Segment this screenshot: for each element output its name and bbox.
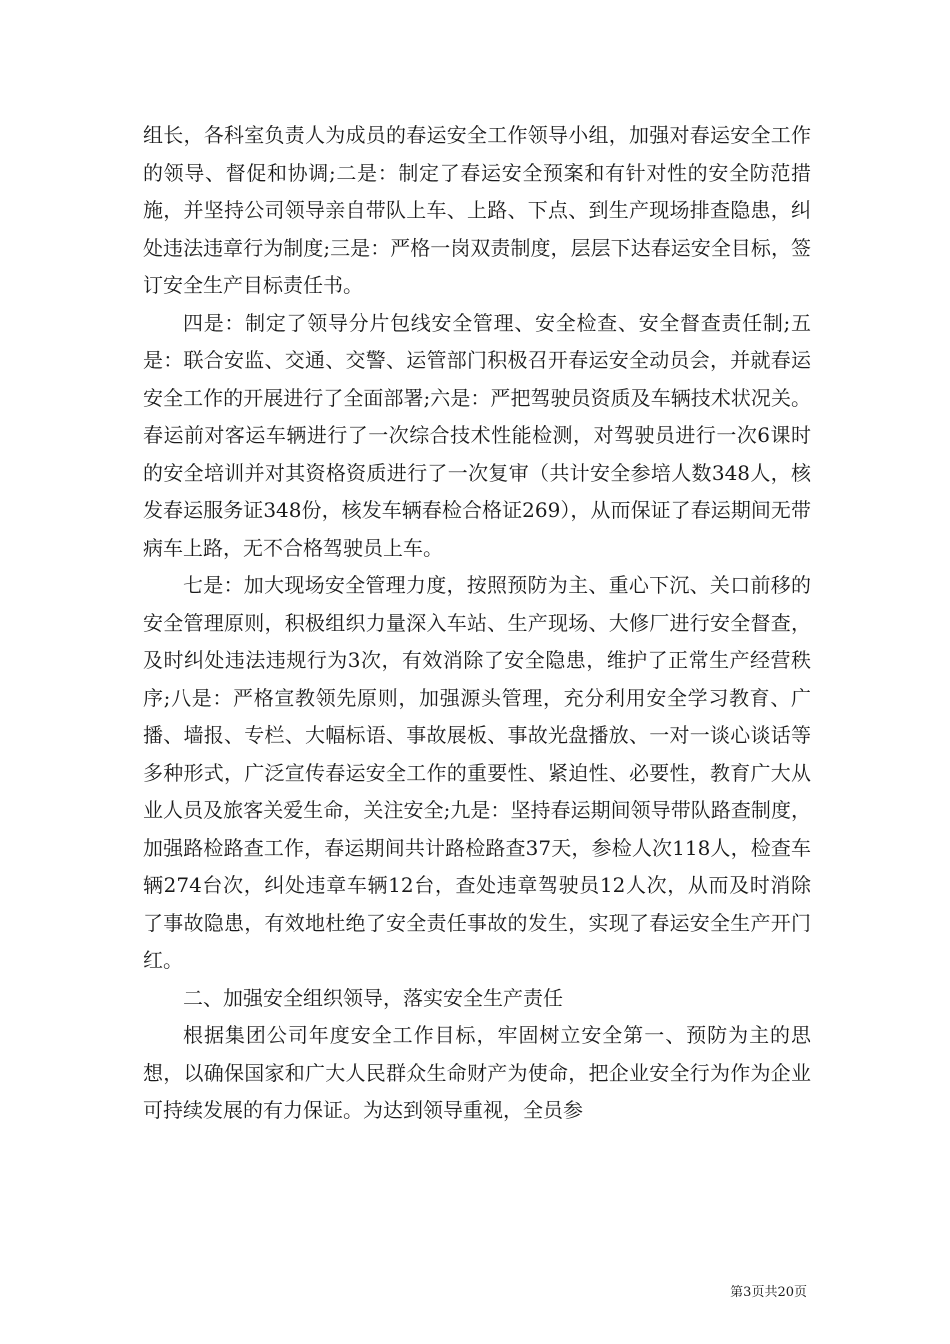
page-number: 第3页共20页 (730, 1285, 807, 1300)
paragraph-5: 根据集团公司年度安全工作目标，牢固树立安全第一、预防为主的思想，以确保国家和广大人民群众生命财产为使命，把企业安全行为作为企业可持续发展的有力保证。为达到领导重视，全员参 (143, 1023, 811, 1122)
section-heading: 二、加强安全组织领导，落实安全生产责任 (183, 985, 563, 1010)
paragraph-3: 七是：加大现场安全管理力度，按照预防为主、重心下沉、关口前移的安全管理原则，积极组织力量深入车站、生产现场、大修厂进行安全督查，及时纠处违法违规行为3次，有效消除了安全隐患，维护了正常生产经营秩序;八是：严格宣教领先原则，加强源头管理，充分利用安全学习教育、广播、墙报、专栏、大幅标语、事故展板、事故光盘播放、一对一谈心谈话等多种形式，广泛宣传春运安全工作的重要性、紧迫性、必要性，教育广大从业人员及旅客关爱生命，关注安全;九是：坚持春运期间领导带队路查制度，加强路检路查工作，春运期间共计路检路查37天，参检人次118人，检查车辆274台次，纠处违章车辆12台，查处违章驾驶员12人次，从而及时消除了事故隐患，有效地杜绝了安全责任事故的发生，实现了春运安全生产开门红。 (143, 573, 811, 972)
paragraph-2: 四是：制定了领导分片包线安全管理、安全检查、安全督查责任制;五是：联合安监、交通、交警、运管部门积极召开春运安全动员会，并就春运安全工作的开展进行了全面部署;六是：严把驾驶员资质及车辆技术状况关。春运前对客运车辆进行了一次综合技术性能检测，对驾驶员进行一次6课时的安全培训并对其资格资质进行了一次复审（共计安全参培人数348人，核发春运服务证348份，核发车辆春检合格证269），从而保证了春运期间无带病车上路，无不合格驾驶员上车。 (143, 310, 811, 560)
document-body (143, 117, 811, 1130)
paragraph-1: 组长，各科室负责人为成员的春运安全工作领导小组，加强对春运安全工作的领导、督促和协调;二是：制定了春运安全预案和有针对性的安全防范措施，并坚持公司领导亲自带队上车、上路、下点、到生产现场排查隐患，纠处违法违章行为制度;三是：严格一岗双责制度，层层下达春运安全目标，签订安全生产目标责任书。 (143, 123, 811, 297)
